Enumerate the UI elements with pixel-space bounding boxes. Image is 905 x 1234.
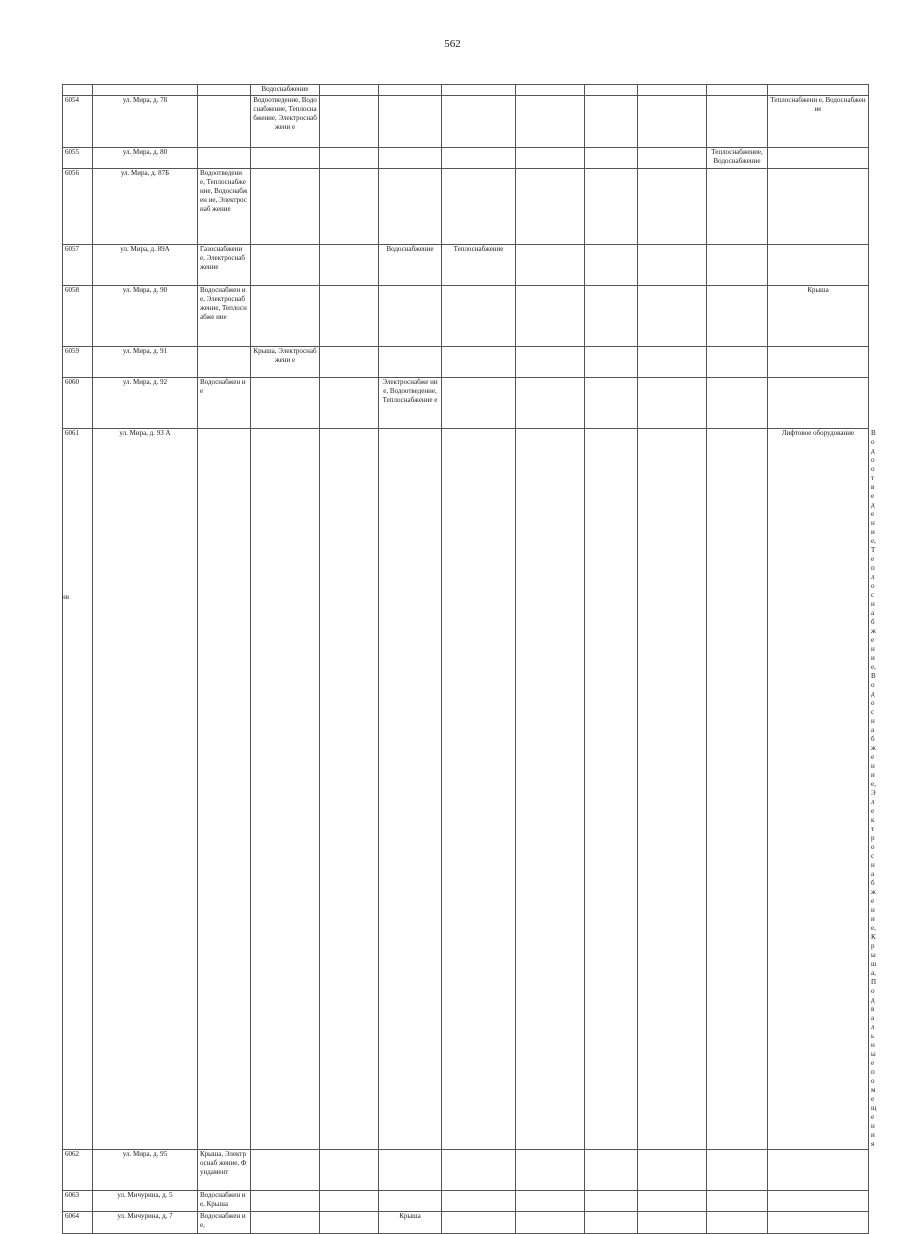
work-cell [251,1212,320,1234]
work-cell [768,1212,869,1234]
page-number: 562 [444,38,461,50]
work-cell [251,286,320,347]
work-cell [198,347,251,378]
work-cell [707,1191,768,1212]
work-cell [768,169,869,245]
work-cell [198,96,251,148]
work-cell [320,429,379,1150]
work-cell [707,286,768,347]
table-row [63,1150,869,1191]
work-cell: Водоотведени е, Теплоснабже ние, Водоснабжен ие, Электроснаб жение [198,169,251,245]
work-cell: Теплоснабжение [442,245,516,286]
work-cell [320,1150,379,1191]
work-cell [442,169,516,245]
work-cell [768,85,869,96]
work-cell [442,378,516,429]
work-cell [707,347,768,378]
work-cell [442,85,516,96]
work-cell [585,429,638,1150]
row-address [93,85,198,96]
table-row [63,85,869,96]
table-body [63,85,877,1234]
work-cell [707,429,768,1150]
work-cell [516,1191,585,1212]
row-number: 6055 [63,148,93,169]
work-cell [442,286,516,347]
work-cell: Водоснабжение [379,245,442,286]
work-cell [516,429,585,1150]
work-cell [768,245,869,286]
work-cell [638,96,707,148]
work-cell [638,245,707,286]
work-cell [442,347,516,378]
row-address: ул. Мира, д. 92 [93,378,198,429]
work-cell [638,85,707,96]
table-row [63,378,869,429]
work-cell: Крыша, Электроснаб жение, Фундамент [198,1150,251,1191]
footer-mark: нв [62,593,70,601]
work-cell [768,1191,869,1212]
row-address: ул. Мира, д. 91 [93,347,198,378]
work-cell [638,347,707,378]
work-cell [707,245,768,286]
work-cell: Крыша [768,286,869,347]
work-cell: Газоснабжени е, Электроснаб жение [198,245,251,286]
work-cell [638,1212,707,1234]
work-cell [638,378,707,429]
work-cell: Крыша [379,1212,442,1234]
work-cell [516,169,585,245]
work-cell [768,1150,869,1191]
work-cell [585,96,638,148]
work-cell [516,378,585,429]
work-cell [585,378,638,429]
work-cell [516,96,585,148]
work-cell [198,429,251,1150]
work-cell [638,1191,707,1212]
row-number: 6054 [63,96,93,148]
work-cell [320,347,379,378]
work-cell [379,85,442,96]
work-cell [379,1191,442,1212]
work-cell [585,169,638,245]
work-cell [768,378,869,429]
row-address: ул. Мичурина, д. 7 [93,1212,198,1234]
row-number: 6059 [63,347,93,378]
work-cell [198,85,251,96]
work-cell [638,148,707,169]
work-cell [442,148,516,169]
row-address: ул. Мира, д. 87Б [93,169,198,245]
work-cell [379,96,442,148]
work-cell [251,378,320,429]
work-cell: Водоснабжен ие, [198,1212,251,1234]
work-cell [320,1191,379,1212]
work-cell [707,1212,768,1234]
work-cell [251,148,320,169]
work-cell [516,85,585,96]
row-number [63,85,93,96]
work-cell [251,429,320,1150]
work-cell [251,1191,320,1212]
row-address: ул. Мира, д. 89А [93,245,198,286]
work-cell: Водоснабжен ие, Крыша [198,1191,251,1212]
work-cell [638,286,707,347]
row-number: 6063 [63,1191,93,1212]
row-number: 6060 [63,378,93,429]
work-cell [320,1212,379,1234]
work-cell [320,96,379,148]
row-address: ул. Мира, д. 90 [93,286,198,347]
work-cell [516,1150,585,1191]
work-cell [251,1150,320,1191]
work-cell [251,245,320,286]
work-cell [707,96,768,148]
work-cell [320,148,379,169]
row-number: 6058 [63,286,93,347]
work-cell [442,429,516,1150]
row-number: 6064 [63,1212,93,1234]
table-row [63,245,869,286]
row-address: ул. Мичурина, д. 5 [93,1191,198,1212]
work-cell [379,347,442,378]
work-cell [442,1212,516,1234]
row-number: 6056 [63,169,93,245]
work-cell [379,169,442,245]
work-cell [585,1212,638,1234]
work-cell [379,286,442,347]
work-cell: Электроснабже ние, Водоотведение, Теплоснабжение е [379,378,442,429]
work-cell [638,1150,707,1191]
work-cell [638,429,707,1150]
work-cell [442,1191,516,1212]
work-cell: Лифтовое оборудование [768,429,869,1150]
table-row [63,347,869,378]
work-cell [707,1150,768,1191]
work-cell [516,148,585,169]
work-cell [585,1150,638,1191]
work-cell [585,245,638,286]
work-cell [585,148,638,169]
work-cell [320,85,379,96]
work-cell [516,1212,585,1234]
work-cell: Водоотведение, Водоснабжение, Теплоснабжение, Электроснабжени е [251,96,320,148]
row-address: ул. Мира, д. 80 [93,148,198,169]
table-row [63,148,869,169]
table-row [63,169,869,245]
work-cell: Водоснабжение [251,85,320,96]
row-address: ул. Мира, д. 95 [93,1150,198,1191]
work-cell [320,286,379,347]
work-cell [379,1150,442,1191]
work-cell [442,96,516,148]
table-row [63,286,869,347]
work-cell [379,429,442,1150]
work-cell [320,245,379,286]
table-row: 6061 ул. Мира, д. 93 А Лифтовое оборудование Водоотведение, Теплоснабжение, Водоснабжение, Электроснабжение, Крыша, Подвальные помещения [63,429,869,1150]
work-cell [585,286,638,347]
work-cell [320,169,379,245]
work-cell: Водоснабжен ие [198,378,251,429]
work-cell [585,1191,638,1212]
row-number: 6057 [63,245,93,286]
work-cell: Крыша, Электроснабжени е [251,347,320,378]
work-cell [198,148,251,169]
work-cell [251,169,320,245]
work-cell [707,378,768,429]
work-cell [379,148,442,169]
work-cell [585,85,638,96]
row-number: 6061 [63,429,93,1150]
work-cell [442,1150,516,1191]
work-cell [768,347,869,378]
repair-schedule-table [62,84,877,1234]
work-cell [516,245,585,286]
work-cell [585,347,638,378]
work-cell: Водоснабжен ие, Электроснаб жение, Теплоснабже ние [198,286,251,347]
work-cell: Теплоснабжени е, Водоснабжение [768,96,869,148]
work-cell [768,148,869,169]
table-row [63,1212,869,1234]
work-cell [638,169,707,245]
table-row [63,1191,869,1212]
work-cell [707,85,768,96]
work-cell [516,347,585,378]
work-cell [320,378,379,429]
work-cell [707,169,768,245]
row-number: 6062 [63,1150,93,1191]
work-cell [516,286,585,347]
work-cell: Теплоснабжение, Водоснабжение [707,148,768,169]
table-row [63,96,869,148]
row-address: ул. Мира, д. 78 [93,96,198,148]
row-address: ул. Мира, д. 93 А [93,429,198,1150]
